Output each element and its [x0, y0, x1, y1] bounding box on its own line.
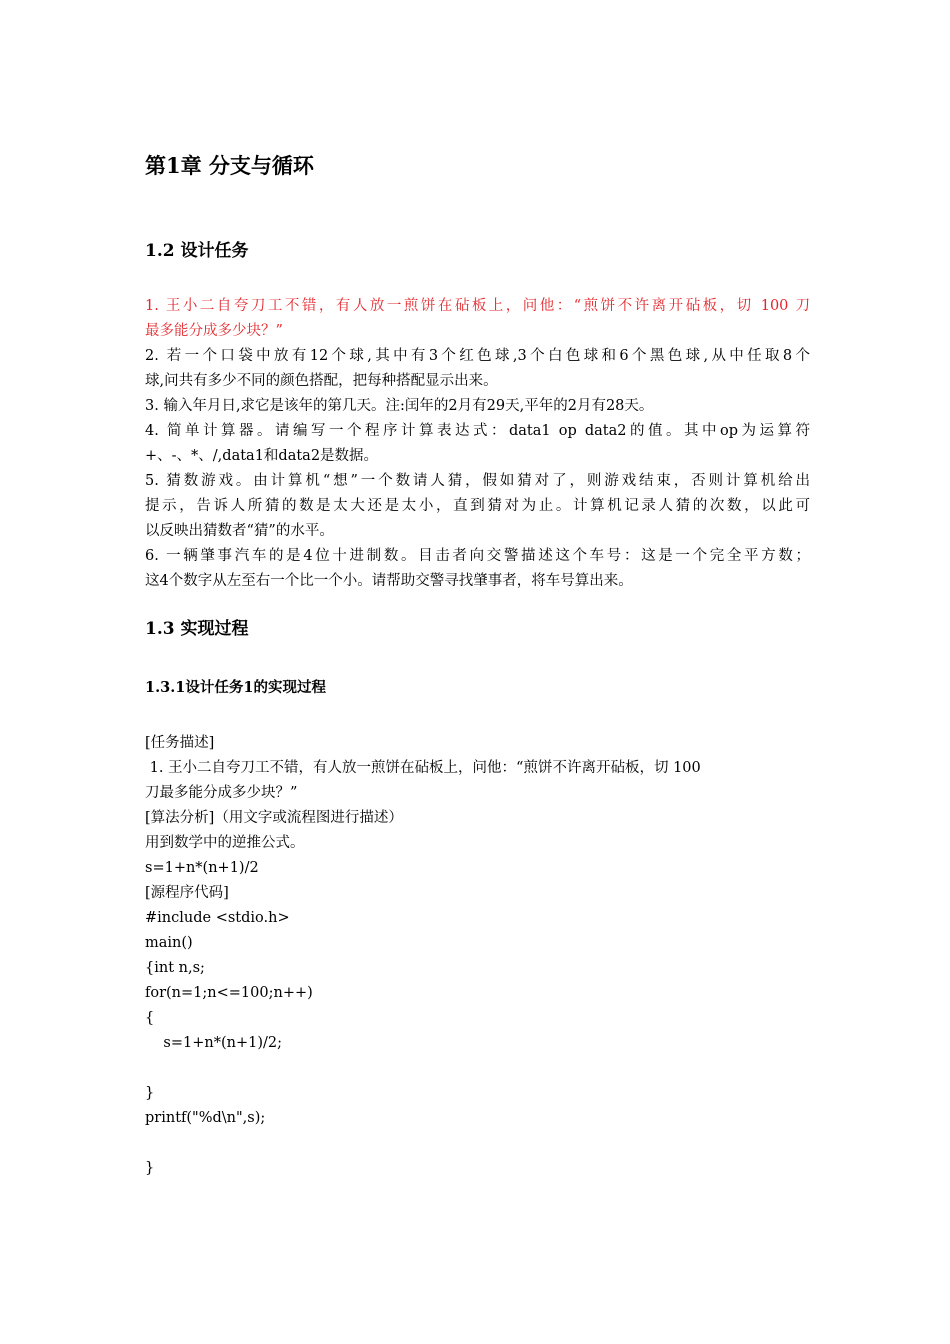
impl-line: 用到数学中的逆推公式。: [145, 835, 305, 851]
task-line: 3. 输入年月日,求它是该年的第几天。注:闰年的2月有29天,平年的2月有28天。: [145, 398, 654, 414]
impl-line: 1. 王小二自夸刀工不错，有人放一煎饼在砧板上，问他：“煎饼不许离开砧板，切 100: [145, 760, 701, 776]
task-line: 1. 王小二自夸刀工不错，有人放一煎饼在砧板上，问他：“煎饼不许离开砧板，切 100 刀: [145, 298, 810, 314]
task-line: 这4个数字从左至右一个比一个小。请帮助交警寻找肇事者，将车号算出来。: [145, 573, 633, 589]
task-line: 5. 猜数游戏。由计算机“想”一个数请人猜，假如猜对了，则游戏结束，否则计算机给出: [145, 473, 810, 489]
code-line: s=1+n*(n+1)/2;: [145, 1035, 283, 1051]
task-1: [145, 294, 810, 344]
task-line: 球,问共有多少不同的颜色搭配，把每种搭配显示出来。: [145, 373, 498, 389]
section-design-heading: 1.2 设计任务: [145, 241, 249, 261]
code-line: [145, 1131, 810, 1156]
task-line: 6. 一辆肇事汽车的是4位十进制数。目击者向交警描述这个车号：这是一个完全平方数；: [145, 548, 810, 564]
code-line: {int n,s;: [145, 960, 205, 976]
task-line: 提示，告诉人所猜的数是太大还是太小，直到猜对为止。计算机记录人猜的次数，以此可: [145, 498, 810, 514]
task-line: 4. 简单计算器。请编写一个程序计算表达式：data1 op data2的值。其中op为运算符: [145, 423, 810, 439]
code-line: printf("%d\n",s);: [145, 1110, 266, 1126]
task-5: [145, 469, 810, 544]
impl-line: [任务描述]: [145, 735, 215, 751]
code-line: main(): [145, 935, 193, 951]
code-line: for(n=1;n<=100;n++): [145, 985, 313, 1001]
task-4: [145, 419, 810, 469]
section-impl-heading: 1.3 实现过程: [145, 619, 249, 639]
task-line: 最多能分成多少块？”: [145, 323, 283, 339]
task-3: [145, 394, 810, 419]
impl-line: [算法分析]（用文字或流程图进行描述）: [145, 810, 403, 826]
task-2: [145, 344, 810, 394]
task-6: [145, 544, 810, 594]
task-line: 2. 若一个口袋中放有12个球,其中有3个红色球,3个白色球和6个黑色球,从中任取8个: [145, 348, 810, 364]
task-list: [145, 294, 810, 594]
impl-body: [145, 731, 810, 1181]
task-line: +、-、*、/,data1和data2是数据。: [145, 448, 379, 464]
impl-line: [源程序代码]: [145, 885, 229, 901]
code-line: {: [145, 1010, 155, 1026]
code-line: }: [145, 1085, 155, 1101]
task-line: 以反映出猜数者“猜”的水平。: [145, 523, 334, 539]
chapter-title: 第1章 分支与循环: [145, 153, 314, 178]
code-line: }: [145, 1160, 155, 1176]
code-line: [145, 1056, 810, 1081]
impl-line: s=1+n*(n+1)/2: [145, 860, 259, 876]
subsection-task1-heading: 1.3.1设计任务1的实现过程: [145, 679, 326, 696]
code-line: #include <stdio.h>: [145, 910, 290, 926]
impl-line: 刀最多能分成多少块？”: [145, 785, 298, 801]
